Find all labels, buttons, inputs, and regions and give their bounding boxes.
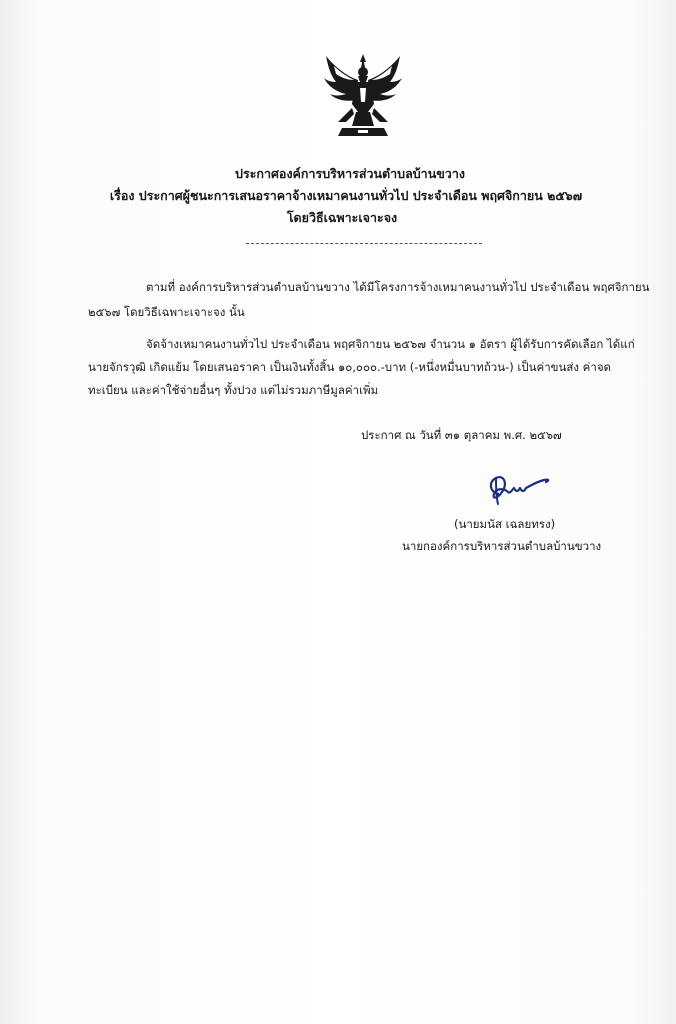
body-paragraph-2-line-2: นายจักรวุฒิ เกิดแย้ม โดยเสนอราคา เป็นเงินทั้งสิ้น ๑๐,๐๐๐.-บาท (-หนึ่งหมื่นบาทถ้วน-) เป็นค่าขนส่ง ค่าจด — [88, 360, 612, 374]
announcement-date: ประกาศ ณ วันที่ ๓๑ ตุลาคม พ.ศ. ๒๕๖๗ — [361, 428, 562, 442]
announcement-subject: เรื่อง ประกาศผู้ชนะการเสนอราคาจ้างเหมาคนงานทั่วไป ประจำเดือน พฤศจิกายน ๒๕๖๗ — [109, 188, 583, 203]
announcement-method: โดยวิธีเฉพาะเจาะจง — [286, 210, 398, 225]
signature-icon — [484, 470, 554, 508]
signer-name: (นายมนัส เฉลยทรง) — [454, 517, 556, 531]
body-paragraph-2-line-3: ทะเบียน และค่าใช้จ่ายอื่นๆ ทั้งปวง แต่ไม่รวมภาษีมูลค่าเพิ่ม — [88, 383, 379, 397]
header-divider — [246, 243, 482, 244]
signer-title: นายกองค์การบริหารส่วนตำบลบ้านขวาง — [402, 539, 602, 553]
body-paragraph-1-line-1: ตามที่ องค์การบริหารส่วนตำบลบ้านขวาง ได้มีโครงการจ้างเหมาคนงานทั่วไป ประจำเดือน พฤศจิกายน — [146, 280, 650, 294]
body-paragraph-1-line-2: ๒๕๖๗ โดยวิธีเฉพาะเจาะจง นั้น — [88, 305, 245, 319]
garuda-emblem-icon — [322, 52, 404, 144]
body-paragraph-2-line-1: จัดจ้างเหมาคนงานทั่วไป ประจำเดือน พฤศจิกายน ๒๕๖๗ จำนวน ๑ อัตรา ผู้ได้รับการคัดเลือก ได้แก่ — [146, 337, 635, 351]
announcement-title: ประกาศองค์การบริหารส่วนตำบลบ้านขวาง — [235, 166, 465, 181]
